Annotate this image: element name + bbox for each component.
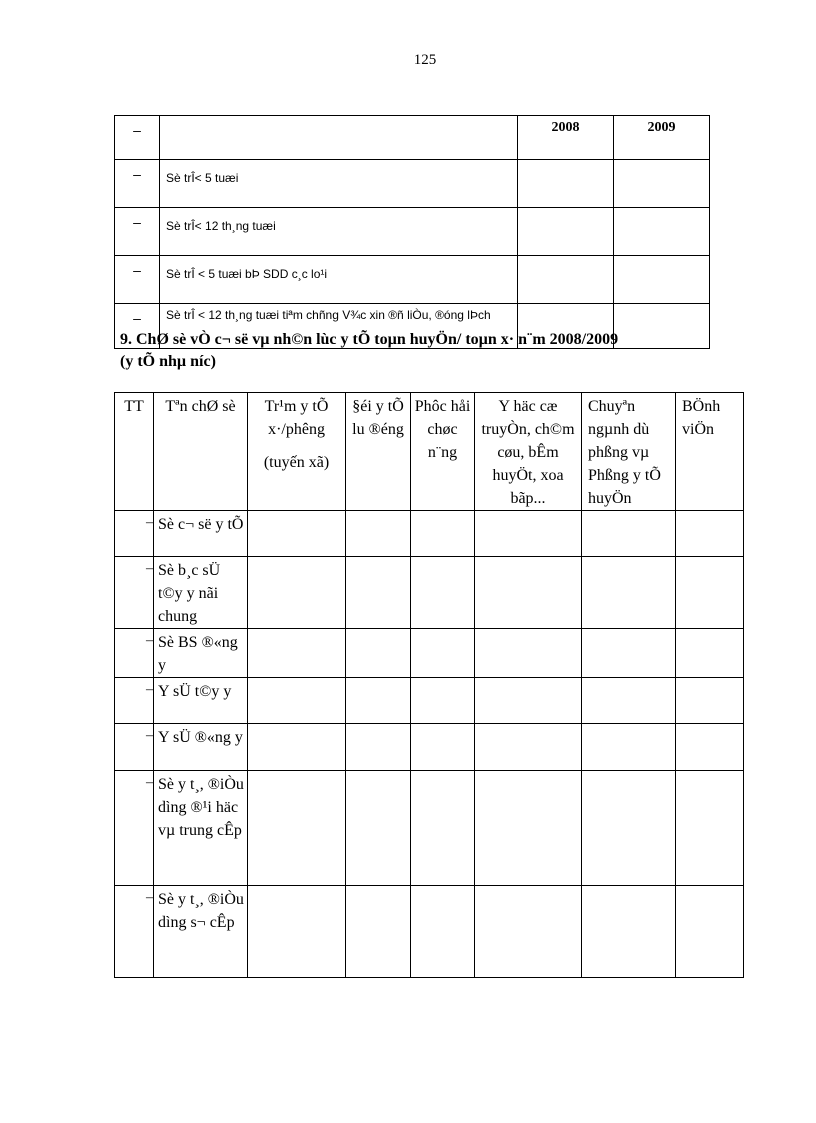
cell-2008 [518,160,614,208]
row-label: Y sÜ t©y y [154,678,248,724]
row-dash: – [115,208,160,256]
table-row [115,771,744,886]
row-dash: – [115,256,160,304]
header-tram [248,393,346,511]
header-dash: – [115,116,160,160]
cell [411,771,475,886]
cell [676,557,744,629]
cell [475,886,582,978]
row-label: Sè c¬ së y tÕ [154,511,248,557]
section-heading [120,329,760,373]
cell [676,771,744,886]
cell [248,886,346,978]
row-dash: – [115,886,154,978]
header-benh: BÖnh viÖn [676,393,744,511]
cell [411,886,475,978]
row-dash: – [115,629,154,678]
table-row [115,629,744,678]
cell [582,557,676,629]
cell [475,771,582,886]
cell [248,771,346,886]
cell [475,511,582,557]
row-dash: – [115,511,154,557]
cell [346,557,411,629]
cell-2009 [614,208,710,256]
header-yhoc: Y häc cæ truyÒn, ch©m cøu, bÊm huyÖt, xoa bãp... [475,393,582,511]
header-tram-line1: Tr¹m y tÕ x·/phêng [264,398,329,438]
cell [346,678,411,724]
cell [676,886,744,978]
cell [582,678,676,724]
cell [475,724,582,771]
header-name: Tªn chØ sè [154,393,248,511]
table-row [115,511,744,557]
row-label: Sè y t¸, ®iÒu dìng s¬ cÊp [154,886,248,978]
cell [411,629,475,678]
row-label: Sè trÎ< 5 tuæi [160,160,518,208]
table-row [115,557,744,629]
row-dash: – [115,304,160,349]
cell [676,678,744,724]
row-dash: – [115,771,154,886]
cell [411,724,475,771]
header-tt: TT [115,393,154,511]
table-row [115,724,744,771]
table-row [115,886,744,978]
cell-2008 [518,256,614,304]
header-blank [160,116,518,160]
cell [248,557,346,629]
cell [676,629,744,678]
cell-2009 [614,256,710,304]
row-label: Sè y t¸, ®iÒu dìng ®¹i häc vµ trung cÊp [154,771,248,886]
cell [582,886,676,978]
table-header-row [115,393,744,511]
table-row [115,678,744,724]
section-heading-line1: 9. ChØ sè vÒ c¬ së vµ nh©n lùc y tÕ toµn huyÖn/ toµn x· n¨m 2008/2009 [120,331,619,348]
page-number: 125 [413,52,437,68]
row-label: Y sÜ ®«ng y [154,724,248,771]
row-label: Sè b¸c sÜ t©y y nãi chung [154,557,248,629]
cell [676,724,744,771]
row-dash: – [115,557,154,629]
cell [411,511,475,557]
cell [676,511,744,557]
row-label: Sè trÎ < 5 tuæi bÞ SDD c¸c lo¹i [160,256,518,304]
header-chuyen: Chuyªn ngµnh dù phßng vµ Phßng y tÕ huyÖn [582,393,676,511]
row-label: Sè BS ®«ng y [154,629,248,678]
cell [475,557,582,629]
cell [346,629,411,678]
table-row [115,256,710,304]
row-label: Sè trÎ < 12 th¸ng tuæi tiªm chñng V¾c xin ®ñ liÒu, ®óng lÞch [160,304,518,349]
cell [475,629,582,678]
cell [475,678,582,724]
cell [411,678,475,724]
year-2009-header: 2009 [614,116,710,160]
cell [346,511,411,557]
cell [582,629,676,678]
cell [411,557,475,629]
cell-2008 [518,208,614,256]
row-dash: – [115,160,160,208]
table-row [115,160,710,208]
header-doi: §éi y tÕ lu ®éng [346,393,411,511]
cell [248,511,346,557]
child-health-table [114,115,710,349]
cell [248,678,346,724]
row-dash: – [115,724,154,771]
cell [346,886,411,978]
cell-2009 [614,160,710,208]
header-phuc: Phôc håi chøc n¨ng [411,393,475,511]
cell [248,629,346,678]
row-dash: – [115,678,154,724]
health-facility-table [114,392,744,978]
cell [248,724,346,771]
cell [346,724,411,771]
cell [582,511,676,557]
cell [582,771,676,886]
year-2008-header: 2008 [518,116,614,160]
row-label: Sè trÎ< 12 th¸ng tuæi [160,208,518,256]
cell [582,724,676,771]
table-header-row [115,116,710,160]
table-row [115,208,710,256]
section-heading-line2: (y tÕ nhµ níc) [120,353,216,370]
cell [346,771,411,886]
header-tram-line2: (tuyến xã) [263,454,330,471]
